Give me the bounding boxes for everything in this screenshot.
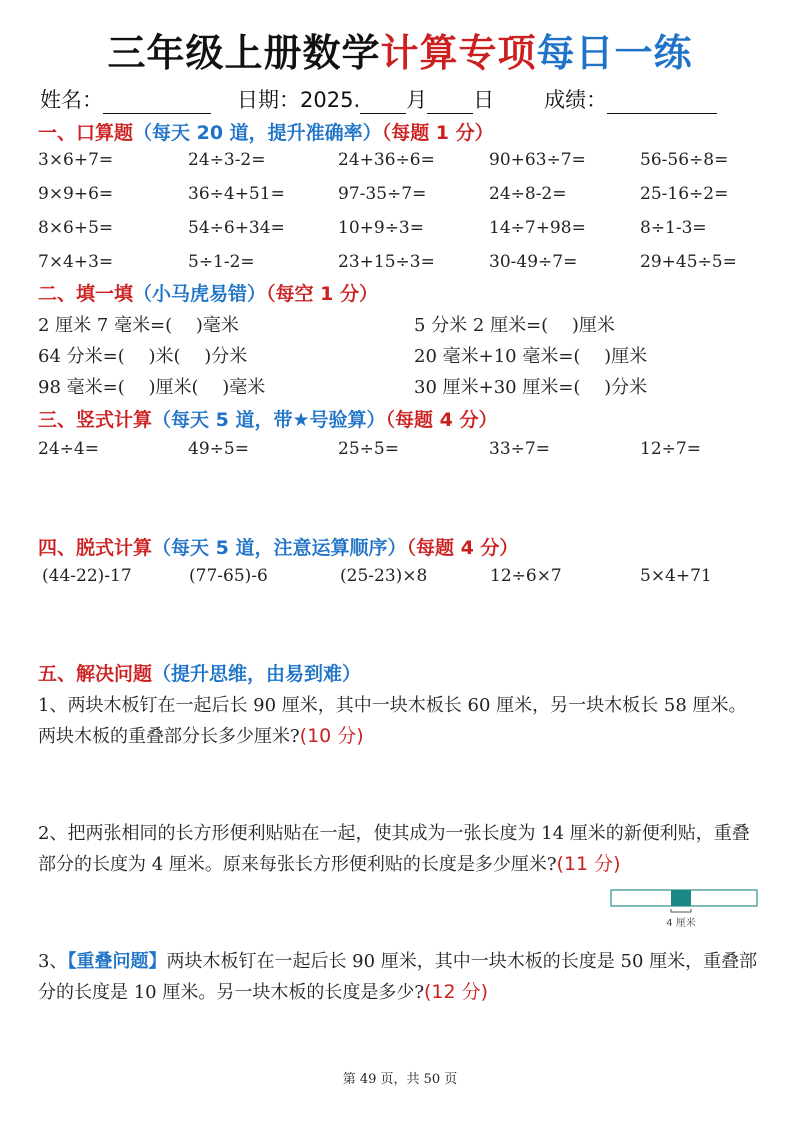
stepwise-item: 12÷6×7 [490, 566, 562, 586]
stepwise-item: (25-23)×8 [340, 566, 428, 586]
problem-text: 两块木板钉在一起后长 90 厘米，其中一块木板的长度是 50 厘米，重叠部分的长度是 10 厘米。另一块木板的长度是多少? [38, 951, 758, 1003]
vertical-item: 25÷5= [338, 439, 399, 459]
oral-item: 8÷1-3= [640, 218, 707, 238]
problem-text: 2、把两张相同的长方形便利贴贴在一起，使其成为一张长度为 14 厘米的新便利贴，重叠部分的长度为 4 厘米。原来每张长方形便利贴的长度是多少厘米? [38, 823, 750, 875]
name-blank[interactable] [103, 91, 211, 114]
section-points: （每题 1 分） [381, 122, 494, 144]
vertical-item: 33÷7= [489, 439, 550, 459]
oral-item: 14÷7+98= [489, 218, 586, 238]
section-note: （每天 5 道，注意运算顺序） [152, 537, 407, 559]
section-oral-heading [38, 118, 494, 145]
student-info-line [40, 84, 770, 114]
stepwise-item: 5×4+71 [640, 566, 712, 586]
problem-3 [38, 946, 764, 1008]
date-label: 日期：2025. [237, 88, 361, 112]
section-heading-text: 三、竖式计算 [38, 409, 153, 431]
oral-item: 23+15÷3= [338, 252, 435, 272]
problem-score: (10 分) [299, 725, 364, 747]
month-label: 月 [406, 88, 428, 112]
problem-text: 1、两块木板钉在一起后长 90 厘米，其中一块木板长 60 厘米，另一块木板长 58 厘米。两块木板的重叠部分长多少厘米? [38, 695, 747, 747]
overlap-label: 4 厘米 [666, 918, 696, 929]
day-blank[interactable] [427, 91, 473, 114]
overlap-diagram-svg [610, 885, 760, 935]
fill-item: 64 分米=( )米( )分米 [38, 346, 248, 367]
title-part-1: 三年级上册数学 [107, 31, 381, 75]
fill-item: 98 毫米=( )厘米( )毫米 [38, 377, 266, 398]
title-part-3: 每日一练 [536, 31, 693, 75]
oral-item: 5÷1-2= [188, 252, 255, 272]
stepwise-item: (44-22)-17 [42, 566, 132, 586]
section-heading-text: 二、填一填 [38, 283, 134, 305]
oral-item: 54÷6+34= [188, 218, 285, 238]
measure-bracket [671, 909, 691, 912]
problem-score: (11 分) [556, 853, 621, 875]
title-part-2: 计算专项 [380, 31, 537, 75]
oral-item: 90+63÷7= [489, 150, 586, 170]
page-footer: 第 49 页，共 50 页 [342, 1072, 458, 1087]
problem-score: (12 分) [424, 981, 489, 1003]
problem-number: 3、 [38, 951, 68, 972]
fill-item: 2 厘米 7 毫米=( )毫米 [38, 315, 239, 336]
overlap-segment [671, 890, 691, 906]
section-note: （每天 20 道，提升准确率） [133, 122, 382, 144]
page-title [0, 22, 800, 77]
vertical-item: 24÷4= [38, 439, 99, 459]
problem-tag: 【重叠问题】 [67, 951, 167, 972]
problem-2 [38, 818, 764, 880]
fill-item: 5 分米 2 厘米=( )厘米 [414, 315, 615, 336]
section-heading-text: 四、脱式计算 [38, 537, 153, 559]
oral-item: 24÷3-2= [188, 150, 266, 170]
oral-item: 97-35÷7= [338, 184, 427, 204]
name-label: 姓名： [40, 88, 103, 112]
section-problems-heading [38, 659, 361, 686]
section-note: （小马虎易错） [133, 283, 267, 305]
oral-item: 8×6+5= [38, 218, 114, 238]
section-stepwise-heading [38, 533, 518, 560]
oral-item: 29+45÷5= [640, 252, 737, 272]
fill-item: 20 毫米+10 毫米=( )厘米 [414, 346, 648, 367]
stepwise-item: (77-65)-6 [189, 566, 268, 586]
oral-item: 7×4+3= [38, 252, 114, 272]
oral-item: 24+36÷6= [338, 150, 435, 170]
section-note: （每天 5 道，带★号验算） [152, 409, 386, 431]
oral-item: 36÷4+51= [188, 184, 285, 204]
section-vertical-heading [38, 405, 497, 432]
vertical-item: 49÷5= [188, 439, 249, 459]
section-points: （每题 4 分） [406, 537, 519, 559]
section-heading-text: 一、口算题 [38, 122, 134, 144]
section-heading-text: 五、解决问题 [38, 663, 153, 685]
day-label: 日 [473, 88, 495, 112]
section-fill-heading [38, 279, 378, 306]
fill-item: 30 厘米+30 厘米=( )分米 [414, 377, 648, 398]
oral-item: 30-49÷7= [489, 252, 578, 272]
vertical-item: 12÷7= [640, 439, 701, 459]
overlap-diagram [610, 885, 760, 935]
oral-item: 3×6+7= [38, 150, 114, 170]
oral-item: 24÷8-2= [489, 184, 567, 204]
section-note: （提升思维，由易到难） [152, 663, 362, 685]
oral-item: 9×9+6= [38, 184, 114, 204]
problem-1 [38, 690, 764, 752]
oral-item: 10+9÷3= [338, 218, 424, 238]
oral-item: 25-16÷2= [640, 184, 729, 204]
score-label: 成绩： [544, 88, 608, 112]
section-points: （每空 1 分） [266, 283, 378, 305]
month-blank[interactable] [360, 91, 406, 114]
oral-item: 56-56÷8= [640, 150, 729, 170]
section-points: （每题 4 分） [385, 409, 498, 431]
score-blank[interactable] [607, 91, 717, 114]
